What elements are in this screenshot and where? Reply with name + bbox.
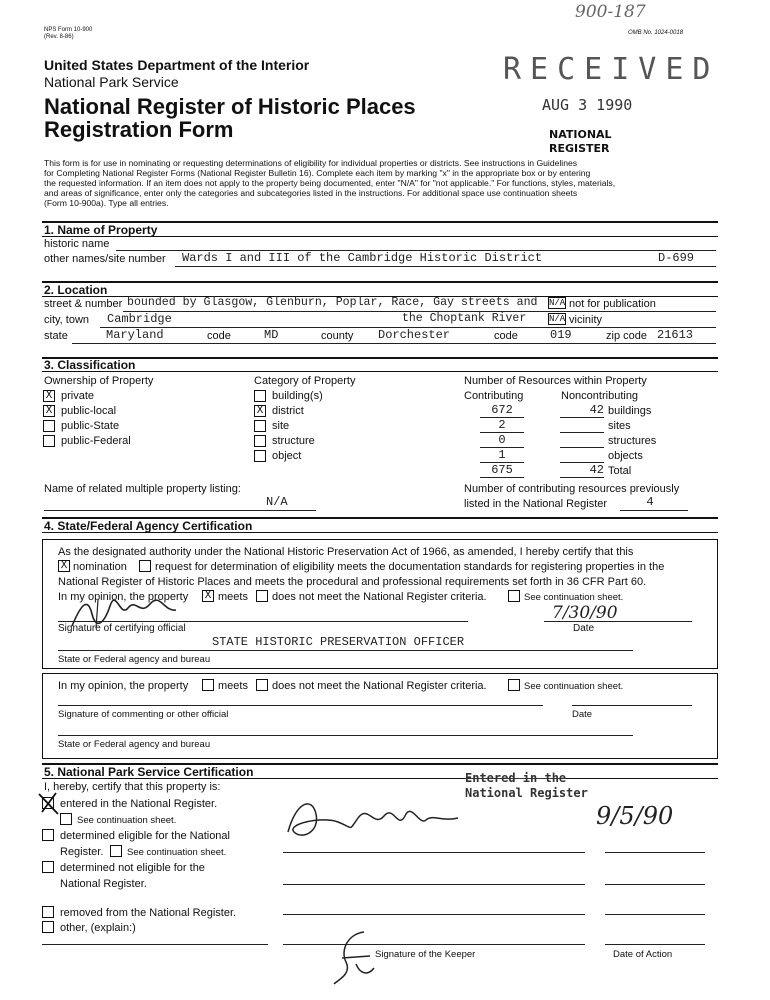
- resource-label: structures: [608, 435, 657, 447]
- other-label: other, (explain:): [60, 922, 136, 934]
- category-object-checkbox[interactable]: [254, 450, 266, 462]
- keeper-line: [283, 852, 585, 853]
- city-value[interactable]: Cambridge: [107, 312, 172, 326]
- continuation-sheet2-label: See continuation sheet.: [524, 681, 624, 692]
- removed-label: removed from the National Register.: [60, 907, 237, 919]
- opinion-label: In my opinion, the property: [58, 591, 189, 603]
- noncontributing-total[interactable]: 42: [589, 463, 604, 477]
- agency-line[interactable]: [58, 650, 633, 651]
- previously-listed-label-2: listed in the National Register: [464, 498, 608, 510]
- contributing-objects[interactable]: 1: [498, 448, 506, 462]
- nomination-checkbox[interactable]: X: [58, 560, 70, 572]
- instructions: [44, 158, 724, 208]
- ownership-public-local-checkbox[interactable]: X: [43, 405, 55, 417]
- continuation-sheet-label: See continuation sheet.: [524, 592, 624, 603]
- ownership-public-state-label: public-State: [61, 420, 120, 432]
- action-date-line: [605, 852, 705, 853]
- certification-text-line3: National Register of Historic Places and meets the procedural and professional requirements set forth in 36 CFR Part 60.: [58, 576, 647, 588]
- street-label: street & number: [44, 298, 123, 310]
- previously-listed-label-1: Number of contributing resources previously: [464, 483, 680, 495]
- ownership-public-federal-checkbox[interactable]: [43, 435, 55, 447]
- service-name: National Park Service: [44, 74, 179, 90]
- form-revision: (Rev. 8-86): [44, 34, 74, 40]
- entered-continuation-label: See continuation sheet.: [77, 815, 177, 826]
- state-field[interactable]: [72, 343, 716, 344]
- state-code-label: code: [207, 330, 231, 342]
- resource-label: objects: [608, 450, 643, 462]
- resources-label: Number of Resources within Property: [464, 375, 647, 387]
- street-value[interactable]: bounded by Glasgow, Glenburn, Poplar, Race, Gay streets and: [127, 296, 538, 309]
- date-label: Date: [573, 623, 595, 634]
- contributing-total[interactable]: 675: [491, 463, 513, 477]
- action-date-line: [605, 914, 705, 915]
- previously-listed-field[interactable]: [620, 510, 688, 511]
- not-for-publication-checkbox[interactable]: N/A: [549, 298, 566, 308]
- category-district-checkbox[interactable]: X: [254, 405, 266, 417]
- related-listing-field[interactable]: [44, 510, 316, 511]
- related-listing-value[interactable]: N/A: [266, 495, 288, 509]
- ownership-private-label: private: [61, 390, 95, 402]
- omb-number: OMB No. 1024-0018: [628, 30, 684, 36]
- request-checkbox[interactable]: [139, 560, 151, 572]
- form-title-line1: National Register of Historic Places: [44, 94, 416, 119]
- signature-line[interactable]: [58, 621, 468, 622]
- resource-label: buildings: [608, 405, 652, 417]
- entered-stamp-line1: Entered in the: [465, 771, 567, 785]
- contributing-sites[interactable]: 2: [498, 418, 506, 432]
- stamp-register: REGISTER: [549, 142, 610, 155]
- entered-stamp-line2: National Register: [465, 786, 588, 800]
- divider: [42, 236, 718, 237]
- keeper-initials: [330, 928, 380, 986]
- vicinity-label: vicinity: [569, 314, 603, 326]
- agency2-line[interactable]: [58, 735, 633, 736]
- category-building-checkbox[interactable]: [254, 390, 266, 402]
- county-code-value[interactable]: 019: [550, 328, 572, 342]
- resource-underline: [560, 417, 604, 418]
- county-code-label: code: [494, 330, 518, 342]
- agency2-label: State or Federal agency and bureau: [58, 739, 211, 750]
- zip-value[interactable]: 21613: [657, 328, 694, 342]
- eligible-continuation-checkbox[interactable]: [110, 845, 122, 857]
- keeper-signature: [282, 792, 472, 846]
- resource-underline: [560, 477, 604, 478]
- category-district-label: district: [272, 405, 304, 417]
- site-number[interactable]: D-699: [658, 251, 695, 265]
- resource-underline: [480, 477, 524, 478]
- date-line[interactable]: [544, 621, 692, 622]
- meets2-label: meets: [218, 680, 248, 692]
- divider: [42, 778, 718, 779]
- category-label: Category of Property: [254, 375, 356, 387]
- section-5-title: 5. National Park Service Certification: [44, 765, 254, 779]
- instructions-line: This form is for use in nominating or requesting determinations of eligibility for individual properties or districts. See instructions in Guidelines: [44, 158, 578, 168]
- does-not-meet-label: does not meet the National Register criteria.: [272, 591, 487, 603]
- received-date: AUG 3 1990: [542, 96, 633, 114]
- action-date-label: Date of Action: [613, 949, 673, 960]
- category-object-label: object: [272, 450, 302, 462]
- ownership-private-checkbox[interactable]: X: [43, 390, 55, 402]
- meets-label: meets: [218, 591, 248, 603]
- opinion2-label: In my opinion, the property: [58, 680, 189, 692]
- signature2-label: Signature of commenting or other official: [58, 709, 229, 720]
- does-not-meet2-label: does not meet the National Register criteria.: [272, 680, 487, 692]
- related-listing-label: Name of related multiple property listing:: [44, 483, 241, 495]
- does-not-meet2-checkbox[interactable]: [256, 679, 268, 691]
- zip-label: zip code: [606, 330, 647, 342]
- entered-continuation-checkbox[interactable]: [60, 813, 72, 825]
- signature-label: Signature of certifying official: [58, 623, 186, 634]
- divider: [42, 357, 718, 359]
- state-label: state: [44, 330, 68, 342]
- resource-label: sites: [608, 420, 631, 432]
- received-stamp: [497, 52, 720, 114]
- contributing-structures[interactable]: 0: [498, 433, 506, 447]
- ownership-public-state-checkbox[interactable]: [43, 420, 55, 432]
- other-checkbox[interactable]: [42, 921, 54, 933]
- keeper-line: [283, 914, 585, 915]
- meets2-checkbox[interactable]: [202, 679, 214, 691]
- action-date-line[interactable]: [605, 944, 705, 945]
- entered-label: entered in the National Register.: [60, 798, 218, 810]
- category-site-checkbox[interactable]: [254, 420, 266, 432]
- check-mark-icon: [36, 790, 62, 816]
- form-title-line2: Registration Form: [44, 117, 234, 142]
- city-label: city, town: [44, 314, 90, 326]
- action-date-line: [605, 884, 705, 885]
- keeper-date-value[interactable]: 9/5/90: [596, 802, 674, 830]
- state-code-value[interactable]: MD: [264, 328, 279, 342]
- instructions-line: for Completing National Register Forms (National Register Bulletin 16). Complete each item by marking "x" in the appropriate box or by entering: [44, 168, 591, 178]
- request-text: request for determination of eligibility meets the documentation standards for registering properties in the: [155, 561, 665, 573]
- received-stamp-text: RECEIVED: [503, 52, 720, 87]
- category-structure-label: structure: [272, 435, 315, 447]
- category-structure-checkbox[interactable]: [254, 435, 266, 447]
- instructions-line: and areas of significance, enter only the categories and subcategories listed in the instructions. For additional space use continuation sheets: [44, 188, 578, 198]
- vicinity-checkbox[interactable]: N/A: [549, 314, 566, 324]
- form-number: NPS Form 10-900: [44, 27, 93, 33]
- instructions-line: the requested information. If an item does not apply to the property being documented, enter "N/A" for "not applicable." For functions, styles, materials,: [44, 178, 616, 188]
- section-4-title: 4. State/Federal Agency Certification: [44, 519, 253, 533]
- state-value[interactable]: Maryland: [106, 328, 164, 342]
- category-site-label: site: [272, 420, 290, 432]
- noncontributing-label: Noncontributing: [561, 390, 639, 402]
- meets-checkbox[interactable]: X: [202, 590, 214, 602]
- not-for-publication-label: not for publication: [569, 298, 656, 310]
- section-1-title: 1. Name of Property: [44, 223, 158, 237]
- agency-label: State or Federal agency and bureau: [58, 654, 211, 665]
- date2-line[interactable]: [572, 705, 692, 706]
- county-value[interactable]: Dorchester: [378, 328, 451, 342]
- previously-listed-value[interactable]: 4: [646, 495, 654, 509]
- contributing-buildings[interactable]: 672: [491, 403, 513, 417]
- section-3-title: 3. Classification: [44, 358, 136, 372]
- not-eligible-label-2: National Register.: [60, 878, 147, 890]
- divider: [42, 532, 718, 533]
- other-names-label: other names/site number: [44, 253, 166, 265]
- removed-checkbox[interactable]: [42, 906, 54, 918]
- category-building-label: building(s): [272, 390, 323, 402]
- divider: [42, 281, 718, 283]
- determined-eligible-label-2: Register.: [60, 846, 104, 858]
- certify-text: I, hereby, certify that this property is:: [44, 781, 221, 793]
- other-names-value[interactable]: Wards I and III of the Cambridge Historic District: [182, 251, 543, 265]
- keeper-label: Signature of the Keeper: [375, 949, 476, 960]
- nomination-label: nomination: [73, 561, 127, 573]
- keeper-line: [283, 884, 585, 885]
- resource-underline: [560, 432, 604, 433]
- eligible-continuation-label: See continuation sheet.: [127, 847, 227, 858]
- determined-eligible-label-1: determined eligible for the National: [60, 830, 230, 842]
- keeper-signature-line[interactable]: [283, 944, 585, 945]
- ownership-public-local-label: public-local: [61, 405, 117, 417]
- instructions-line: (Form 10-900a). Type all entries.: [44, 198, 169, 208]
- other-names-field[interactable]: [175, 266, 716, 267]
- certification-text-line1: As the designated authority under the National Historic Preservation Act of 1966, as amended, I hereby certify that this: [58, 546, 634, 558]
- continuation-sheet-checkbox[interactable]: [508, 590, 520, 602]
- stamp-national: NATIONAL: [549, 128, 612, 141]
- ownership-label: Ownership of Property: [44, 375, 154, 387]
- not-eligible-label-1: determined not eligible for the: [60, 862, 205, 874]
- handwritten-reference: 900-187: [575, 2, 646, 22]
- contributing-label: Contributing: [464, 390, 524, 402]
- certification-date-value[interactable]: 7/30/90: [552, 603, 618, 623]
- does-not-meet-checkbox[interactable]: [256, 590, 268, 602]
- vicinity-value[interactable]: the Choptank River: [402, 312, 527, 325]
- date2-label: Date: [572, 709, 593, 720]
- continuation-sheet2-checkbox[interactable]: [508, 679, 520, 691]
- department-name: United States Department of the Interior: [44, 57, 310, 73]
- signature2-line[interactable]: [58, 705, 543, 706]
- resource-label: Total: [608, 465, 632, 477]
- official-title-value[interactable]: STATE HISTORIC PRESERVATION OFFICER: [212, 635, 465, 649]
- ownership-public-federal-label: public-Federal: [61, 435, 131, 447]
- section-2-title: 2. Location: [44, 283, 108, 297]
- county-label: county: [321, 330, 354, 342]
- resource-underline: [560, 447, 604, 448]
- other-explain-line[interactable]: [42, 944, 268, 945]
- divider: [42, 371, 718, 372]
- noncontributing-buildings[interactable]: 42: [589, 403, 604, 417]
- determined-eligible-checkbox[interactable]: [42, 829, 54, 841]
- historic-name-label: historic name: [44, 238, 110, 250]
- not-eligible-checkbox[interactable]: [42, 861, 54, 873]
